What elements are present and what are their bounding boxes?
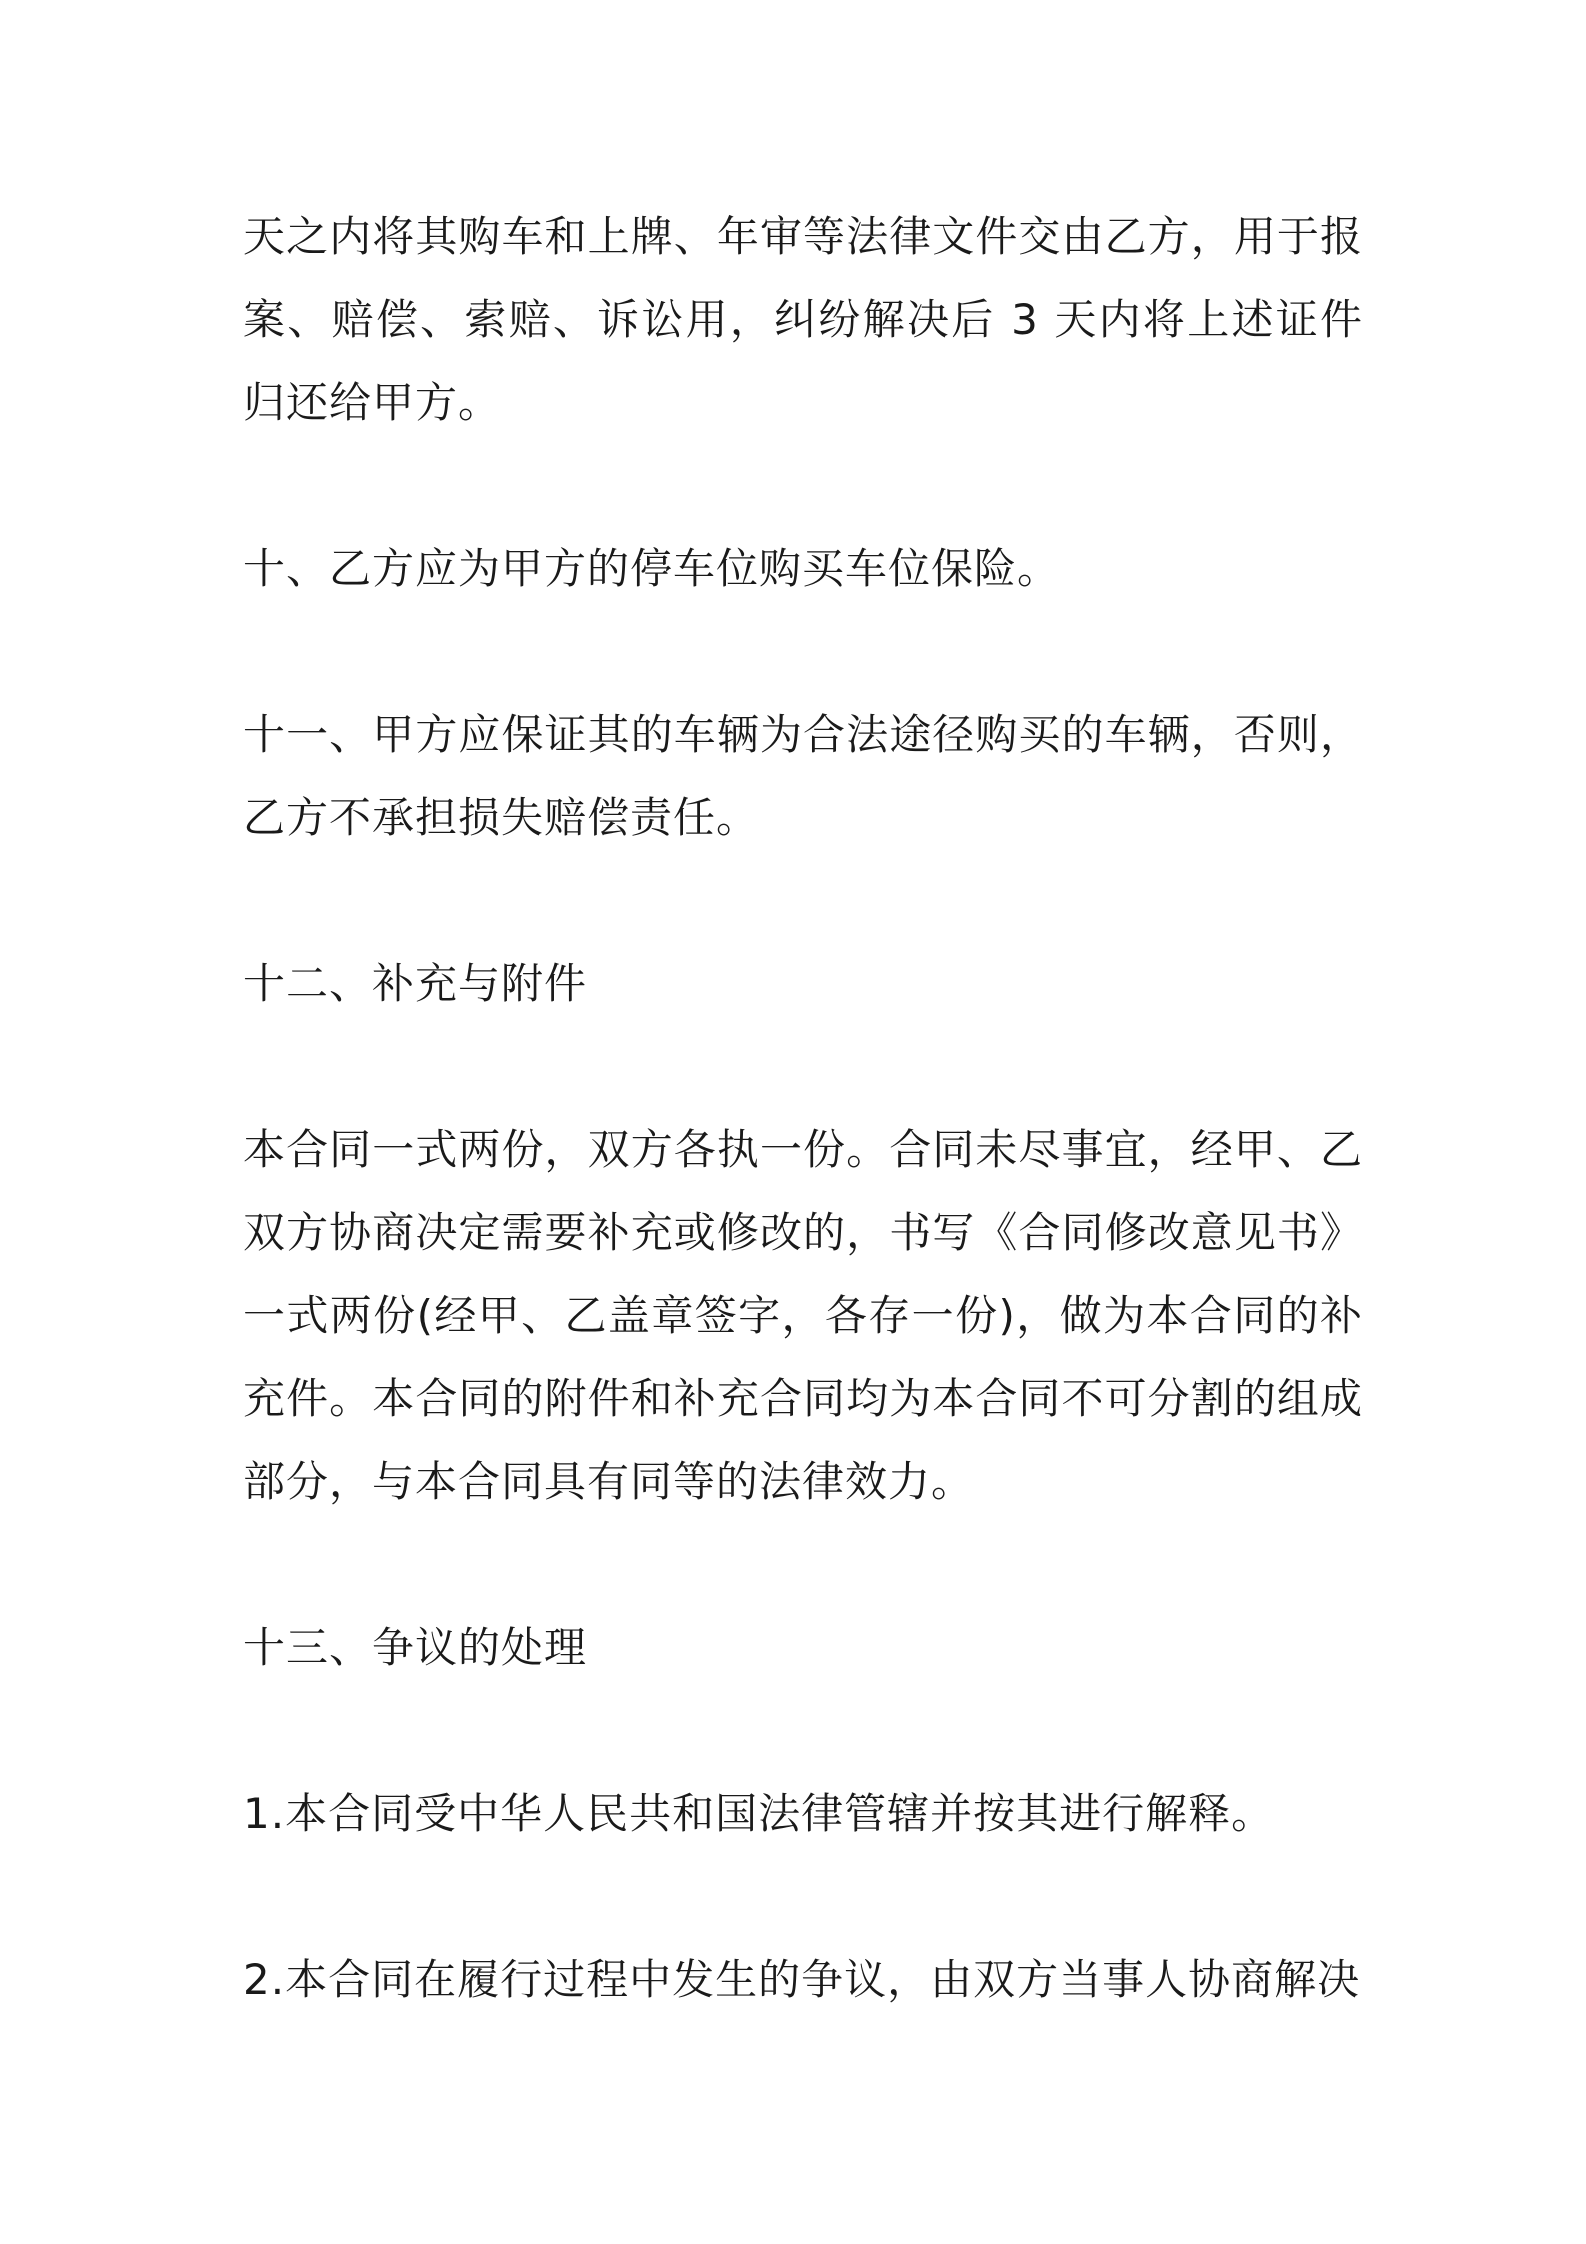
paragraph-clause-10: 十、乙方应为甲方的停车位购买车位保险。 (243, 544, 1061, 593)
paragraph-clause-12-body: 本合同一式两份，双方各执一份。合同未尽事宜，经甲、乙双方协商决定需要补充或修改的，书写《合同修改意见书》一式两份(经甲、乙盖章签字，各存一份)，做为本合同的补充件。本合同的附件和补充合同均为本合同不可分割的组成部分，与本合同具有同等的法律效力。 (243, 1125, 1363, 1506)
heading-clause-12: 十二、补充与附件 (243, 959, 588, 1008)
paragraph-clause-13-item-2: 2.本合同在履行过程中发生的争议，由双方当事人协商解决 (243, 1955, 1361, 2004)
document-body (243, 195, 1363, 2021)
paragraph-clause-13-item-1: 1.本合同受中华人民共和国法律管辖并按其进行解释。 (243, 1789, 1275, 1838)
paragraph-document-return-clause: 天之内将其购车和上牌、年审等法律文件交由乙方，用于报案、赔偿、索赔、诉讼用，纠纷解决后 3 天内将上述证件归还给甲方。 (243, 212, 1363, 427)
paragraph-clause-11: 十一、甲方应保证其的车辆为合法途径购买的车辆，否则，乙方不承担损失赔偿责任。 (243, 710, 1363, 842)
heading-clause-13: 十三、争议的处理 (243, 1623, 588, 1672)
